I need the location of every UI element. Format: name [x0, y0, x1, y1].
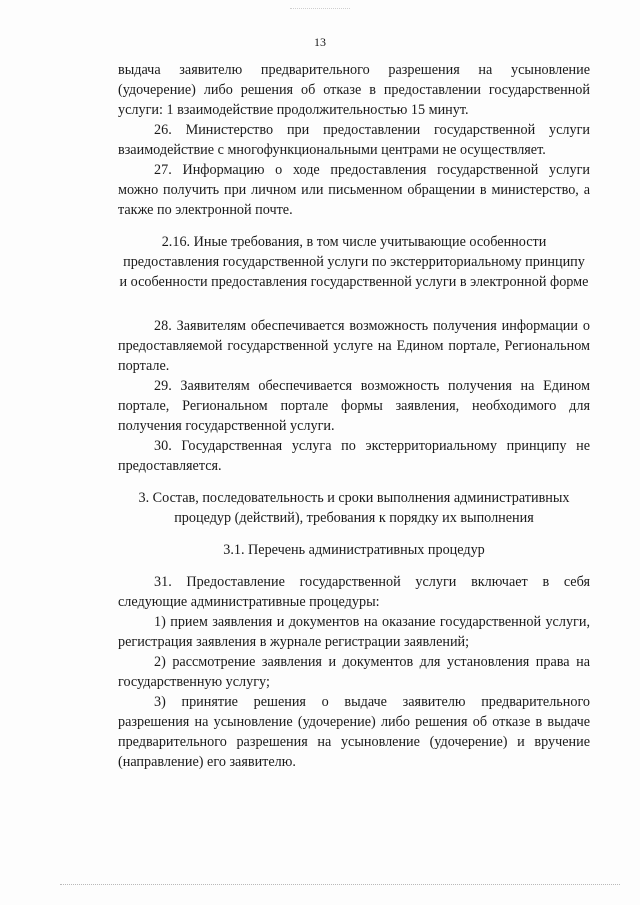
paragraph-26: 26. Министерство при предоставлении государственной услуги взаимодействие с многофункциональными центрами не осуществляет. — [118, 122, 590, 158]
paragraph-continuation: выдача заявителю предварительного разрешения на усыновление (удочерение) либо решения об отказе в предоставлении государственной услуги: 1 взаимодействие продолжительностью 15 минут. — [118, 62, 590, 118]
paragraph-28: 28. Заявителям обеспечивается возможность получения информации о предоставляемой государственной услуге на Едином портале, Региональном портале. — [118, 318, 590, 374]
spacer — [118, 292, 590, 316]
paragraph-31-item-3: 3) принятие решения о выдаче заявителю предварительного разрешения на усыновление (удочерение) либо решения об отказе в выдаче предварительного разрешения на усыновление (удочерение) и вручение (направление) его заявителю. — [118, 694, 590, 770]
section-heading-2-16: 2.16. Иные требования, в том числе учитывающие особенности предоставления государственной услуги по экстерриториальному принципу и особенности предоставления государственной услуги в электронной форме — [119, 234, 589, 290]
scan-artifact-bottom — [60, 884, 620, 886]
paragraph-31: 31. Предоставление государственной услуги включает в себя следующие административные процедуры: — [118, 574, 590, 610]
page-content — [118, 60, 590, 772]
paragraph-31-item-1: 1) прием заявления и документов на оказание государственной услуги, регистрация заявления в журнале регистрации заявлений; — [118, 614, 590, 650]
page-number: 13 — [314, 35, 326, 49]
paragraph-29: 29. Заявителям обеспечивается возможность получения на Едином портале, Региональном портале формы заявления, необходимого для получения государственной услуги. — [118, 378, 590, 434]
paragraph-30: 30. Государственная услуга по экстерриториальному принципу не предоставляется. — [118, 438, 590, 474]
paragraph-31-item-2: 2) рассмотрение заявления и документов для установления права на государственную услугу; — [118, 654, 590, 690]
section-subheading-3-1: 3.1. Перечень административных процедур — [223, 542, 485, 558]
spacer — [118, 560, 590, 572]
section-heading-3: 3. Состав, последовательность и сроки выполнения административных процедур (действий), требования к порядку их выполнения — [138, 490, 570, 526]
paragraph-27: 27. Информацию о ходе предоставления государственной услуги можно получить при личном или письменном обращении в министерство, а также по электронной почте. — [118, 162, 590, 218]
spacer — [118, 476, 590, 488]
scan-artifact-top — [290, 8, 350, 10]
spacer — [118, 220, 590, 232]
spacer — [118, 528, 590, 540]
